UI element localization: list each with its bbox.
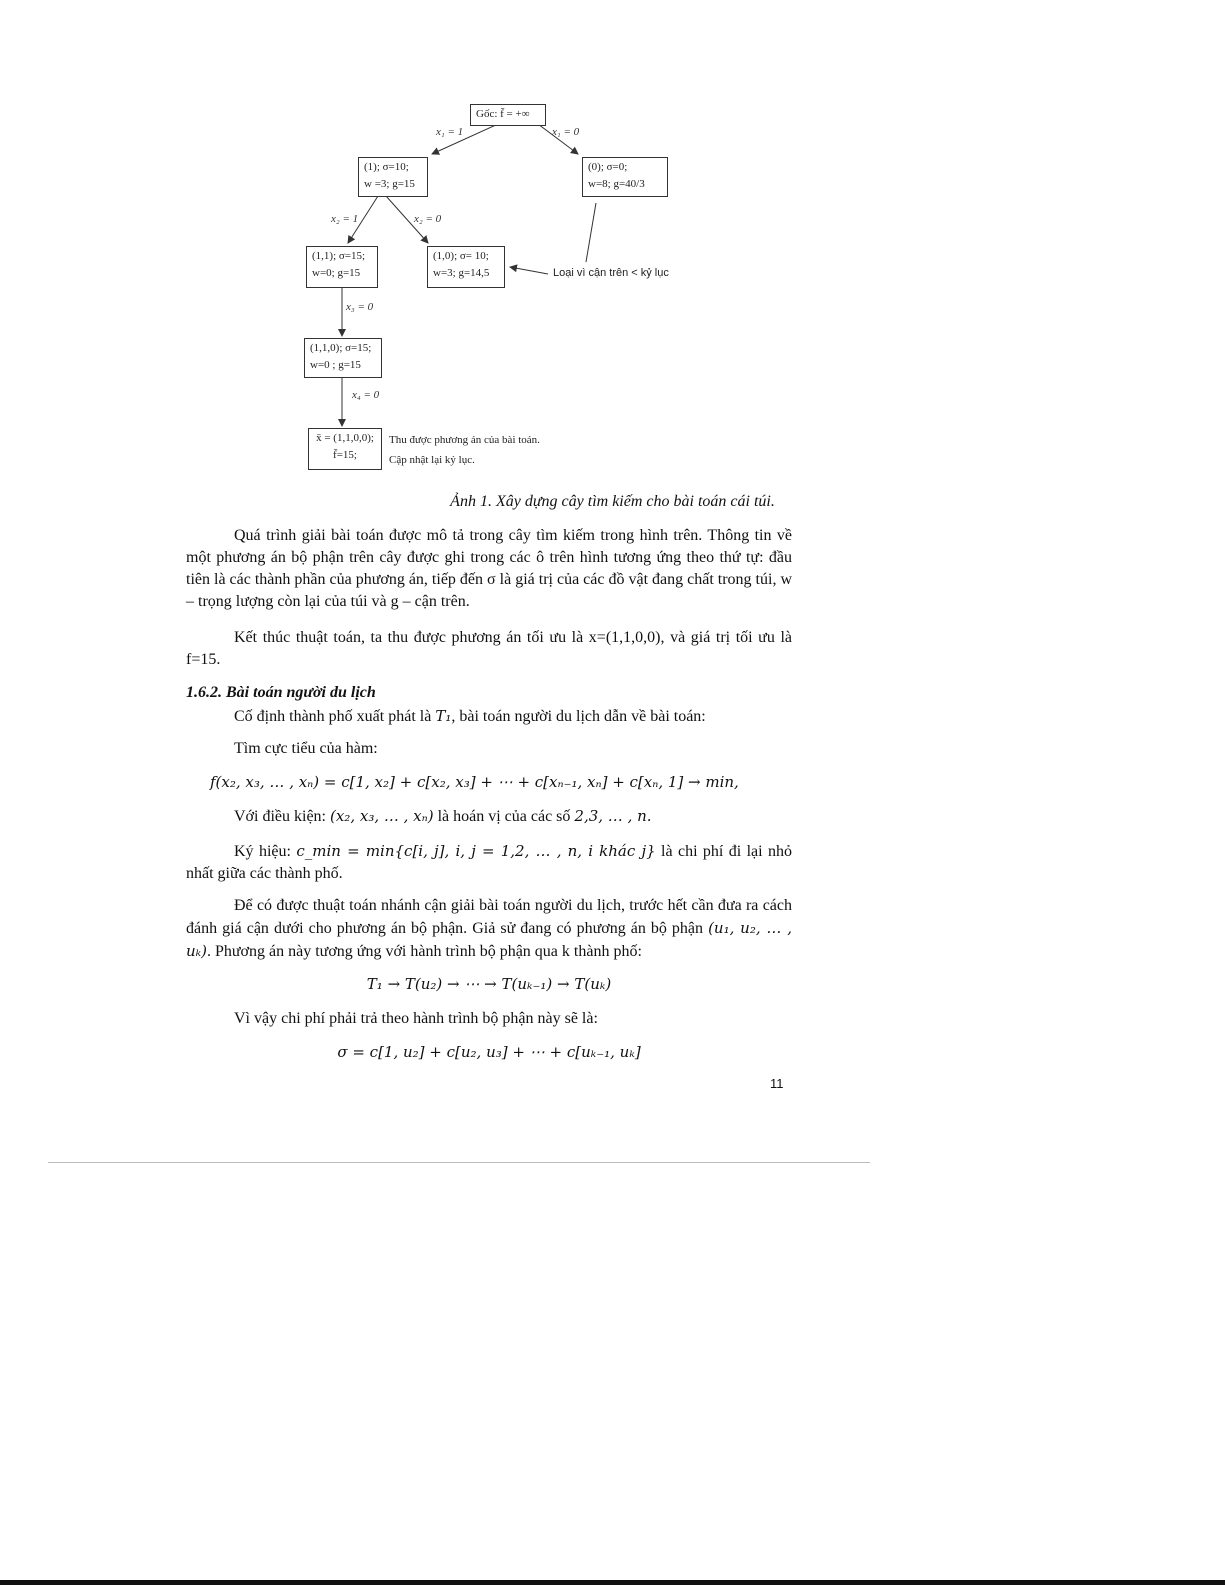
paragraph-3-text-a: Cố định thành phố xuất phát là [234,708,436,725]
paragraph-3-block [186,705,792,728]
edge-label-x1-0: x₁ = 0 [552,126,580,138]
paragraph-5-text-a: Với điều kiện: [234,808,330,825]
search-tree-diagram [0,0,1225,490]
root-node [470,104,546,126]
paragraph-4: Tìm cực tiểu của hàm: [234,740,378,757]
prune-note: Loại vì cận trên < kỷ lục [553,267,669,279]
edge-label-x3-0: x₃ = 0 [346,301,374,313]
paragraph-6-math: c_min = min{c[i, j], i, j = 1,2, … , n, i khác j} [296,842,656,860]
node-1-line2: w =3; g=15 [364,178,415,190]
paragraph-7 [186,895,792,963]
prune-line-0 [586,203,596,262]
equation-1-block [210,771,810,793]
equation-3: σ = c[1, u₂] + c[u₂, u₃] + ⋯ + c[uₖ₋₁, uₖ] [337,1043,641,1061]
equation-3-block [186,1041,792,1063]
paragraph-3 [186,705,792,728]
equation-2-block [186,973,792,995]
equation-1: f(x₂, x₃, … , xₙ) = c[1, x₂] + c[x₂, x₃] + ⋯ + c[xₙ₋₁, xₙ] + c[xₙ, 1] → min, [210,773,739,791]
paragraph-7-block [186,895,792,963]
node-1-0-line2: w=3; g=14,5 [433,267,490,279]
leaf-node [308,428,382,470]
section-heading-block [186,682,792,704]
leaf-note-2: Cập nhật lại kỷ lục. [389,454,475,466]
paragraph-6-text-b: là chi phí đi lại nhỏ nhất giữa các thành phố. [186,843,792,882]
paragraph-6-text-a: Ký hiệu: [234,843,297,860]
paragraph-5-math-2: 2,3, … , n. [574,807,652,825]
edge-label-x4-0: x₄ = 0 [352,389,380,401]
paragraph-4-block [186,738,792,760]
paragraph-5-block [186,805,792,828]
node-1-1 [306,246,378,288]
tree-edges [0,0,1225,490]
paragraph-8-block [186,1008,792,1030]
node-0 [582,157,668,197]
paragraph-1: Quá trình giải bài toán được mô tả trong cây tìm kiếm trong hình trên. Thông tin về một phương án bộ phận trên cây được ghi trong các ô trên hình tương ứng theo thứ tự: đầu tiên là các thành phần của phương án, tiếp đến σ là giá trị của các đồ vật đang chất trong túi, w – trọng lượng còn lại của túi và g – cận trên. [186,527,792,610]
node-0-line1: (0); σ=0; [588,161,628,173]
prune-arrow-10 [510,267,548,274]
bottom-edge [0,1580,1225,1585]
leaf-note-1: Thu được phương án của bài toán. [389,434,540,446]
node-1-1-line1: (1,1); σ=15; [312,250,366,262]
edge-label-x1-1: x₁ = 1 [436,126,464,138]
paragraph-5-text-b: là hoán vị của các số [433,808,575,825]
paragraph-6-block [186,840,792,885]
edge-label-x2-0: x₂ = 0 [414,213,442,225]
node-1-1-line2: w=0; g=15 [312,267,361,279]
node-1-1-0 [304,338,382,378]
leaf-node-line2: f̄=15; [333,449,357,461]
paragraph-3-math: T₁ [435,707,452,725]
node-1-1-0-line2: w=0 ; g=15 [310,359,361,371]
node-1 [358,157,428,197]
node-1-0 [427,246,505,288]
figure-caption: Ảnh 1. Xây dựng cây tìm kiếm cho bài toán cái túi. [450,493,775,510]
equation-2: T₁ → T(u₂) → ⋯ → T(uₖ₋₁) → T(uₖ) [366,975,612,993]
section-heading: 1.6.2. Bài toán người du lịch [186,684,376,701]
paragraph-7-text-a: Để có được thuật toán nhánh cận giải bài toán người du lịch, trước hết cần đưa ra cách đánh giá cận dưới cho phương án bộ phận. Giả sử đang có phương án bộ phận [186,897,792,937]
node-1-0-line1: (1,0); σ= 10; [433,250,489,262]
paragraph-5-math: (x₂, x₃, … , xₙ) [330,807,434,825]
paragraph-3-text-b: , bài toán người du lịch dẫn về bài toán: [451,708,706,725]
edge-label-x2-1: x₂ = 1 [331,213,359,225]
root-node-label: Gốc: f̄ = +∞ [476,108,530,120]
body-text-2 [186,627,792,671]
page-divider [48,1162,870,1163]
paragraph-6 [186,840,792,885]
page-number: 11 [770,1076,784,1091]
node-0-line2: w=8; g=40/3 [588,178,645,190]
body-text [186,525,792,613]
leaf-notes [389,430,540,470]
paragraph-7-math: (u₁, u₂, … , uₖ) [186,919,793,960]
paragraph-5 [186,805,792,828]
paragraph-2: Kết thúc thuật toán, ta thu được phương án tối ưu là x=(1,1,0,0), và giá trị tối ưu là f=15. [186,629,792,668]
node-1-1-0-line1: (1,1,0); σ=15; [310,342,372,354]
paragraph-7-text-b: . Phương án này tương ứng với hành trình bộ phận qua k thành phố: [206,943,642,960]
node-1-line1: (1); σ=10; [364,161,409,173]
leaf-node-line1: x̄ = (1,1,0,0); [316,432,374,444]
paragraph-8: Vì vậy chi phí phải trả theo hành trình bộ phận này sẽ là: [234,1010,598,1027]
